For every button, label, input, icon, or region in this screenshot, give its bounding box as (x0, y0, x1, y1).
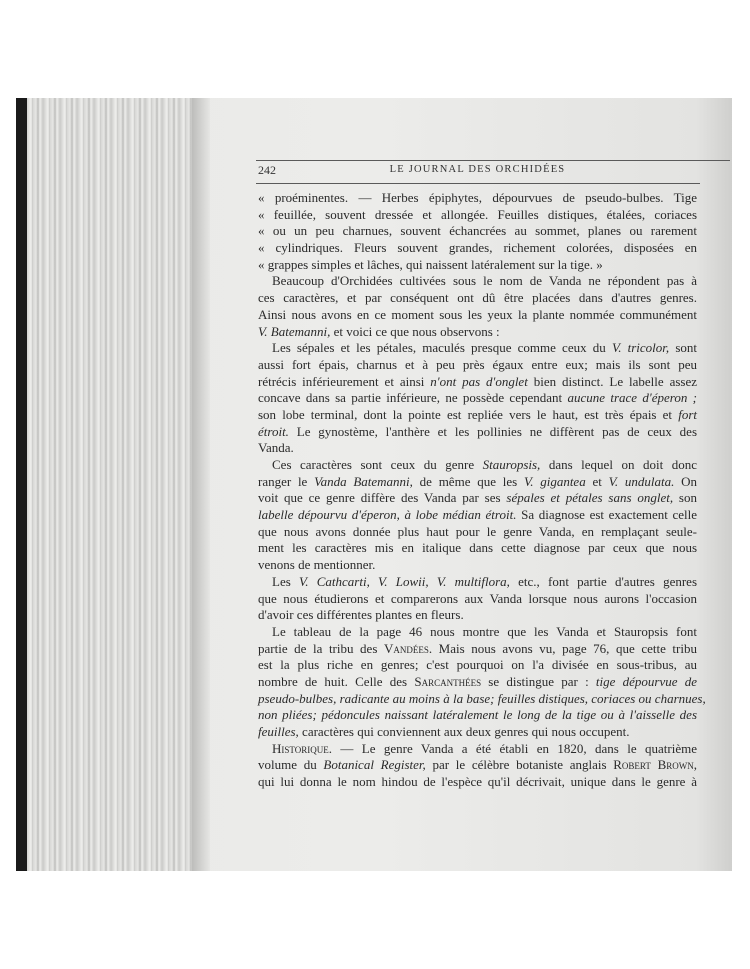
text-segment: Les (272, 573, 299, 589)
text-line (258, 490, 697, 507)
text-segment: d'avoir ces différentes plantes en fleurs. (258, 607, 464, 623)
text-segment: que nous étudierons et comparerons aux Vanda lorsque nous aurons l'occasion (258, 590, 697, 606)
text-segment: ranger le (258, 473, 315, 489)
body-text (258, 190, 706, 791)
small-caps-text: Sarcanthées (414, 673, 482, 689)
text-line (258, 540, 697, 557)
text-line (258, 340, 697, 357)
text-line (258, 574, 697, 591)
italic-text: non pliées; pédoncules naissant latéralement le long de la tige ou à l'aisselle des (258, 707, 697, 723)
small-caps-text: Robert Brown, (613, 757, 697, 773)
text-line (258, 407, 697, 424)
text-segment: et voici ce que nous observons : (330, 323, 500, 339)
text-segment: se distingue par : (481, 673, 596, 689)
text-line (258, 474, 697, 491)
text-segment: Beaucoup d'Orchidées cultivées sous le nom de Vanda ne répondent pas à (272, 273, 697, 289)
text-line (258, 774, 697, 791)
text-line (258, 641, 697, 658)
text-line (258, 390, 697, 407)
italic-text: fort (678, 406, 697, 422)
italic-text: Stauropsis, (482, 457, 541, 472)
text-line (258, 324, 697, 341)
text-segment: Mais nous avons vu, page 76, que cette tribu (432, 640, 697, 656)
text-segment: son (673, 490, 697, 506)
text-segment: voit que ce genre diffère des Vanda par ses (258, 490, 507, 506)
text-segment: etc., font partie d'autres genres (509, 573, 698, 589)
text-segment: partie de la tribu des (258, 640, 384, 656)
book-page-edges (16, 98, 192, 871)
italic-text: tige dépourvue de (595, 673, 697, 689)
text-segment: Ces caractères sont ceux du genre (272, 457, 483, 472)
text-segment: volume du (258, 757, 324, 773)
text-line (258, 724, 697, 741)
text-segment: bien distinct. Le labelle assez (527, 373, 698, 389)
text-line (258, 657, 697, 674)
text-segment: Les sépales et les pétales, maculés presque comme ceux du (272, 340, 612, 356)
text-line (258, 190, 697, 207)
text-line (258, 357, 697, 374)
text-segment: — Le genre Vanda a été établi en 1820, dans le quatrième (331, 740, 697, 756)
text-line (258, 223, 697, 240)
italic-text: V. tricolor, (611, 340, 670, 356)
text-segment: « feuillée, souvent dressée et allongée. Feuilles distiques, étalées, coriaces (258, 206, 697, 222)
text-segment: rétrécis inférieurement et ainsi (258, 373, 431, 389)
text-segment: « cylindriques. Fleurs souvent grandes, richement colorées, disposées en (258, 240, 697, 256)
page-fold-shadow (192, 98, 210, 871)
italic-text: Vanda Batemanni, (314, 473, 413, 489)
header-bottom-rule (256, 183, 700, 184)
text-line (258, 624, 697, 641)
italic-text: pseudo-bulbes, radicante au moins à la base; feuilles distiques, coriaces ou charnues, (258, 690, 706, 706)
italic-text: labelle dépourvu d'éperon, à lobe médian étroit. (258, 507, 517, 523)
text-line (258, 240, 697, 257)
text-line (258, 257, 697, 274)
running-title: LE JOURNAL DES ORCHIDÉES (389, 164, 566, 175)
text-segment: son lobe terminal, dont la pointe est repliée vers le haut, est très épais et (258, 406, 679, 422)
text-line (258, 524, 697, 541)
text-segment: concave dans sa partie inférieure, ne possède cependant (258, 390, 568, 406)
text-line (258, 424, 697, 441)
text-segment: Vanda. (258, 440, 294, 456)
text-segment: On (674, 473, 697, 489)
text-segment: nombre de huit. Celle des (258, 673, 415, 689)
text-segment: Sa diagnose est exactement celle (516, 507, 697, 523)
text-line (258, 207, 697, 224)
text-line (258, 307, 697, 324)
text-line (258, 607, 697, 624)
text-line (258, 757, 697, 774)
text-segment: aussi fort épais, charnus et à peu près égaux entre eux; mais ils sont peu (258, 356, 697, 372)
text-segment: « proéminentes. — Herbes épiphytes, dépourvues de pseudo-bulbes. Tige (258, 190, 697, 205)
italic-text: V. Batemanni, (258, 323, 331, 339)
header-top-rule (256, 160, 730, 161)
italic-text: Botanical Register, (323, 757, 426, 773)
text-line (258, 591, 697, 608)
text-segment: ces caractères, et par conséquent ont dû être placées dans d'autres genres. (258, 290, 697, 306)
italic-text: V. gigantea (523, 473, 586, 489)
text-line (258, 440, 697, 457)
text-segment: qui lui donna le nom hindou de l'espèce qu'il décrivait, unique dans le genre à (258, 774, 697, 790)
text-line (258, 290, 697, 307)
text-line (258, 690, 706, 708)
text-segment: « ou un peu charnues, souvent échancrées au sommet, planes ou rarement (258, 223, 697, 239)
text-segment: sont (669, 340, 697, 356)
scan-border (16, 98, 27, 871)
text-segment: par le célèbre botaniste anglais (425, 757, 614, 773)
text-line (258, 557, 697, 574)
text-segment: caractères qui conviennent aux deux genres qui nous occupent. (298, 724, 630, 739)
text-segment: venons de mentionner. (258, 557, 376, 573)
text-segment: et (585, 473, 609, 489)
text-segment: Le gynostème, l'anthère et les pollinies ne diffèrent pas de ceux des (288, 423, 697, 439)
text-segment: Ainsi nous avons en ce moment sous les yeux la plante nommée communément (258, 306, 697, 322)
text-line (258, 374, 697, 391)
italic-text: sépales et pétales sans onglet, (506, 490, 674, 506)
page-number: 242 (258, 163, 276, 177)
text-line (258, 457, 697, 474)
text-segment: Le tableau de la page 46 nous montre que les Vanda et Stauropsis font (272, 623, 697, 639)
italic-text: aucune trace d'éperon ; (567, 390, 697, 406)
italic-text: V. Cathcarti, V. Lowii, V. multiflora, (299, 573, 510, 589)
text-line (258, 273, 697, 290)
text-segment: ment les caractères mis en italique dans cette diagnose par ceux que nous (258, 540, 697, 556)
small-caps-text: Historique. (272, 740, 332, 756)
text-segment: dans lequel on doit donc (540, 457, 697, 472)
text-line (258, 674, 697, 691)
text-line (258, 507, 697, 524)
italic-text: étroit. (258, 423, 289, 439)
italic-text: V. undulata. (608, 473, 675, 489)
text-segment: « grappes simples et lâches, qui naissent latéralement sur la tige. » (258, 256, 603, 272)
italic-text: feuilles, (258, 724, 299, 739)
text-line (258, 741, 697, 758)
text-segment: que nous avons donnée plus haut pour le genre Vanda, en remplaçant seule- (258, 523, 697, 539)
italic-text: n'ont pas d'onglet (430, 373, 528, 389)
text-segment: de même que les (412, 473, 524, 489)
text-line (258, 707, 697, 724)
text-segment: est la plus riche en genres; c'est pourquoi on l'a divisée en sous-tribus, au (258, 657, 697, 673)
small-caps-text: Vandées. (383, 640, 433, 656)
